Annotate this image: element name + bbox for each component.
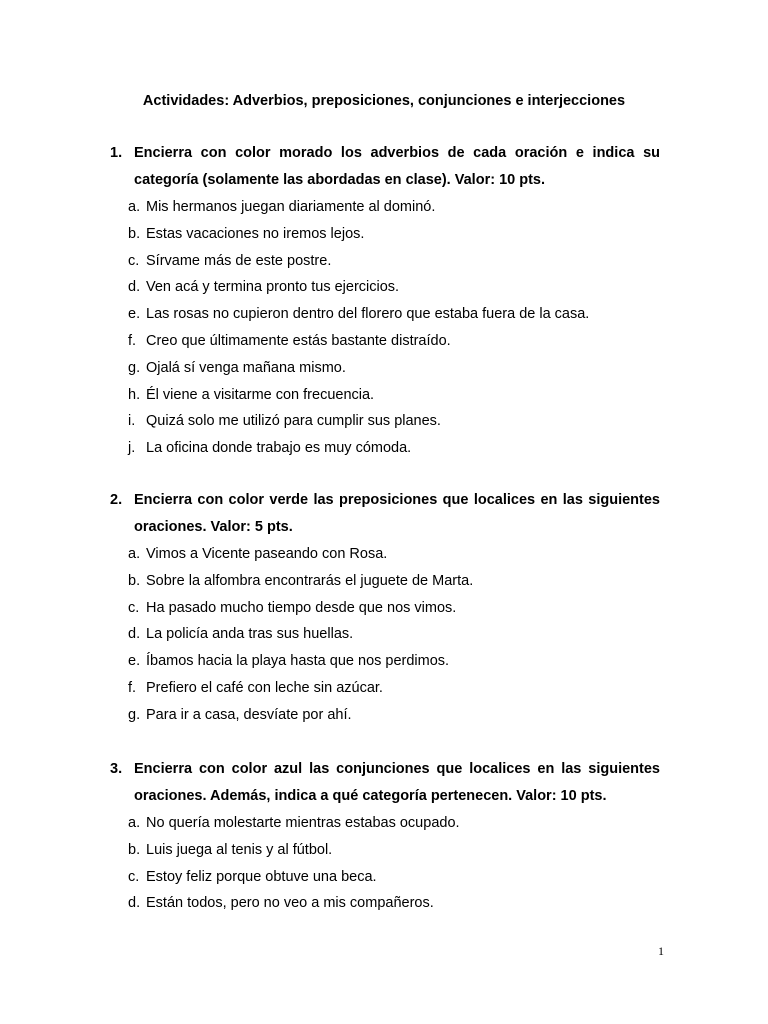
exercise-instruction: Encierra con color azul las conjunciones que localices en las siguientes oraciones. Además, indica a qué categoría pertenecen. Valor: 10 pts. (134, 761, 660, 804)
exercise-1-header (110, 140, 660, 194)
item-text: Estas vacaciones no iremos lejos. (146, 225, 365, 242)
list-item (110, 621, 660, 648)
item-letter: e. (128, 306, 141, 323)
item-text: Ha pasado mucho tiempo desde que nos vimos. (146, 599, 457, 616)
list-item (110, 355, 660, 382)
list-item (110, 274, 660, 301)
item-text: Prefiero el café con leche sin azúcar. (146, 679, 383, 696)
list-item (110, 382, 660, 409)
item-letter: b. (128, 225, 141, 242)
item-text: Para ir a casa, desvíate por ahí. (146, 706, 352, 723)
item-letter: c. (128, 252, 140, 269)
item-letter: b. (128, 572, 141, 589)
exercise-instruction: Encierra con color morado los adverbios de cada oración e indica su categoría (solamente las abordadas en clase). Valor: 10 pts. (134, 145, 660, 188)
item-letter: b. (128, 841, 141, 858)
item-text: Ojalá sí venga mañana mismo. (146, 359, 346, 376)
exercise-number: 3. (110, 761, 123, 777)
list-item (110, 864, 660, 891)
item-text: Luis juega al tenis y al fútbol. (146, 841, 333, 858)
exercise-instruction: Encierra con color verde las preposiciones que localices en las siguientes oraciones. Valor: 5 pts. (134, 492, 660, 535)
exercise-number: 2. (110, 492, 123, 508)
item-letter: d. (128, 626, 141, 643)
list-item (110, 301, 660, 328)
item-text: Estoy feliz porque obtuve una beca. (146, 868, 377, 885)
item-letter: a. (128, 546, 141, 562)
list-item (110, 328, 660, 355)
exercise-2-items (110, 541, 660, 729)
list-item (110, 595, 660, 622)
item-letter: f. (128, 679, 137, 696)
item-letter: a. (128, 199, 141, 215)
exercise-number: 1. (110, 145, 123, 161)
item-text: Íbamos hacia la playa hasta que nos perdimos. (146, 653, 450, 670)
item-letter: g. (128, 359, 141, 376)
item-text: No quería molestarte mientras estabas ocupado. (146, 815, 460, 831)
item-text: La policía anda tras sus huellas. (146, 626, 354, 643)
list-item (110, 702, 660, 729)
item-letter: a. (128, 815, 141, 831)
list-item (110, 837, 660, 864)
item-text: Mis hermanos juegan diariamente al dominó. (146, 199, 436, 215)
item-letter: i. (128, 413, 136, 430)
list-item (110, 675, 660, 702)
exercise-1 (110, 140, 660, 462)
item-letter: d. (128, 279, 141, 296)
item-letter: d. (128, 895, 141, 912)
item-letter: j. (128, 440, 136, 457)
item-text: Sírvame más de este postre. (146, 252, 332, 269)
item-text: Quizá solo me utilizó para cumplir sus planes. (146, 413, 441, 430)
item-text: Creo que últimamente estás bastante distraído. (146, 332, 451, 349)
list-item (110, 568, 660, 595)
exercise-2 (110, 487, 660, 729)
exercise-2-header (110, 487, 660, 541)
item-text: Las rosas no cupieron dentro del florero que estaba fuera de la casa. (146, 306, 590, 323)
item-text: La oficina donde trabajo es muy cómoda. (146, 440, 412, 457)
list-item (110, 890, 660, 917)
exercise-1-items (110, 194, 660, 462)
exercise-3-items (110, 810, 660, 917)
item-text: Están todos, pero no veo a mis compañeros. (146, 895, 434, 912)
item-text: Él viene a visitarme con frecuencia. (146, 386, 375, 403)
item-letter: c. (128, 599, 140, 616)
page-number: 1 (658, 944, 664, 958)
item-letter: h. (128, 386, 141, 403)
item-text: Vimos a Vicente paseando con Rosa. (146, 546, 388, 562)
list-item (110, 541, 660, 568)
item-letter: g. (128, 706, 141, 723)
item-letter: e. (128, 653, 141, 670)
list-item (110, 248, 660, 275)
list-item (110, 194, 660, 221)
list-item (110, 648, 660, 675)
list-item (110, 408, 660, 435)
item-letter: f. (128, 332, 137, 349)
list-item (110, 810, 660, 837)
list-item (110, 435, 660, 462)
exercise-3-header (110, 756, 660, 810)
item-text: Sobre la alfombra encontrarás el juguete de Marta. (146, 572, 474, 589)
item-letter: c. (128, 868, 140, 885)
list-item (110, 221, 660, 248)
page-title: Actividades: Adverbios, preposiciones, conjunciones e interjecciones (142, 93, 626, 109)
item-text: Ven acá y termina pronto tus ejercicios. (146, 279, 400, 296)
exercise-3 (110, 756, 660, 917)
